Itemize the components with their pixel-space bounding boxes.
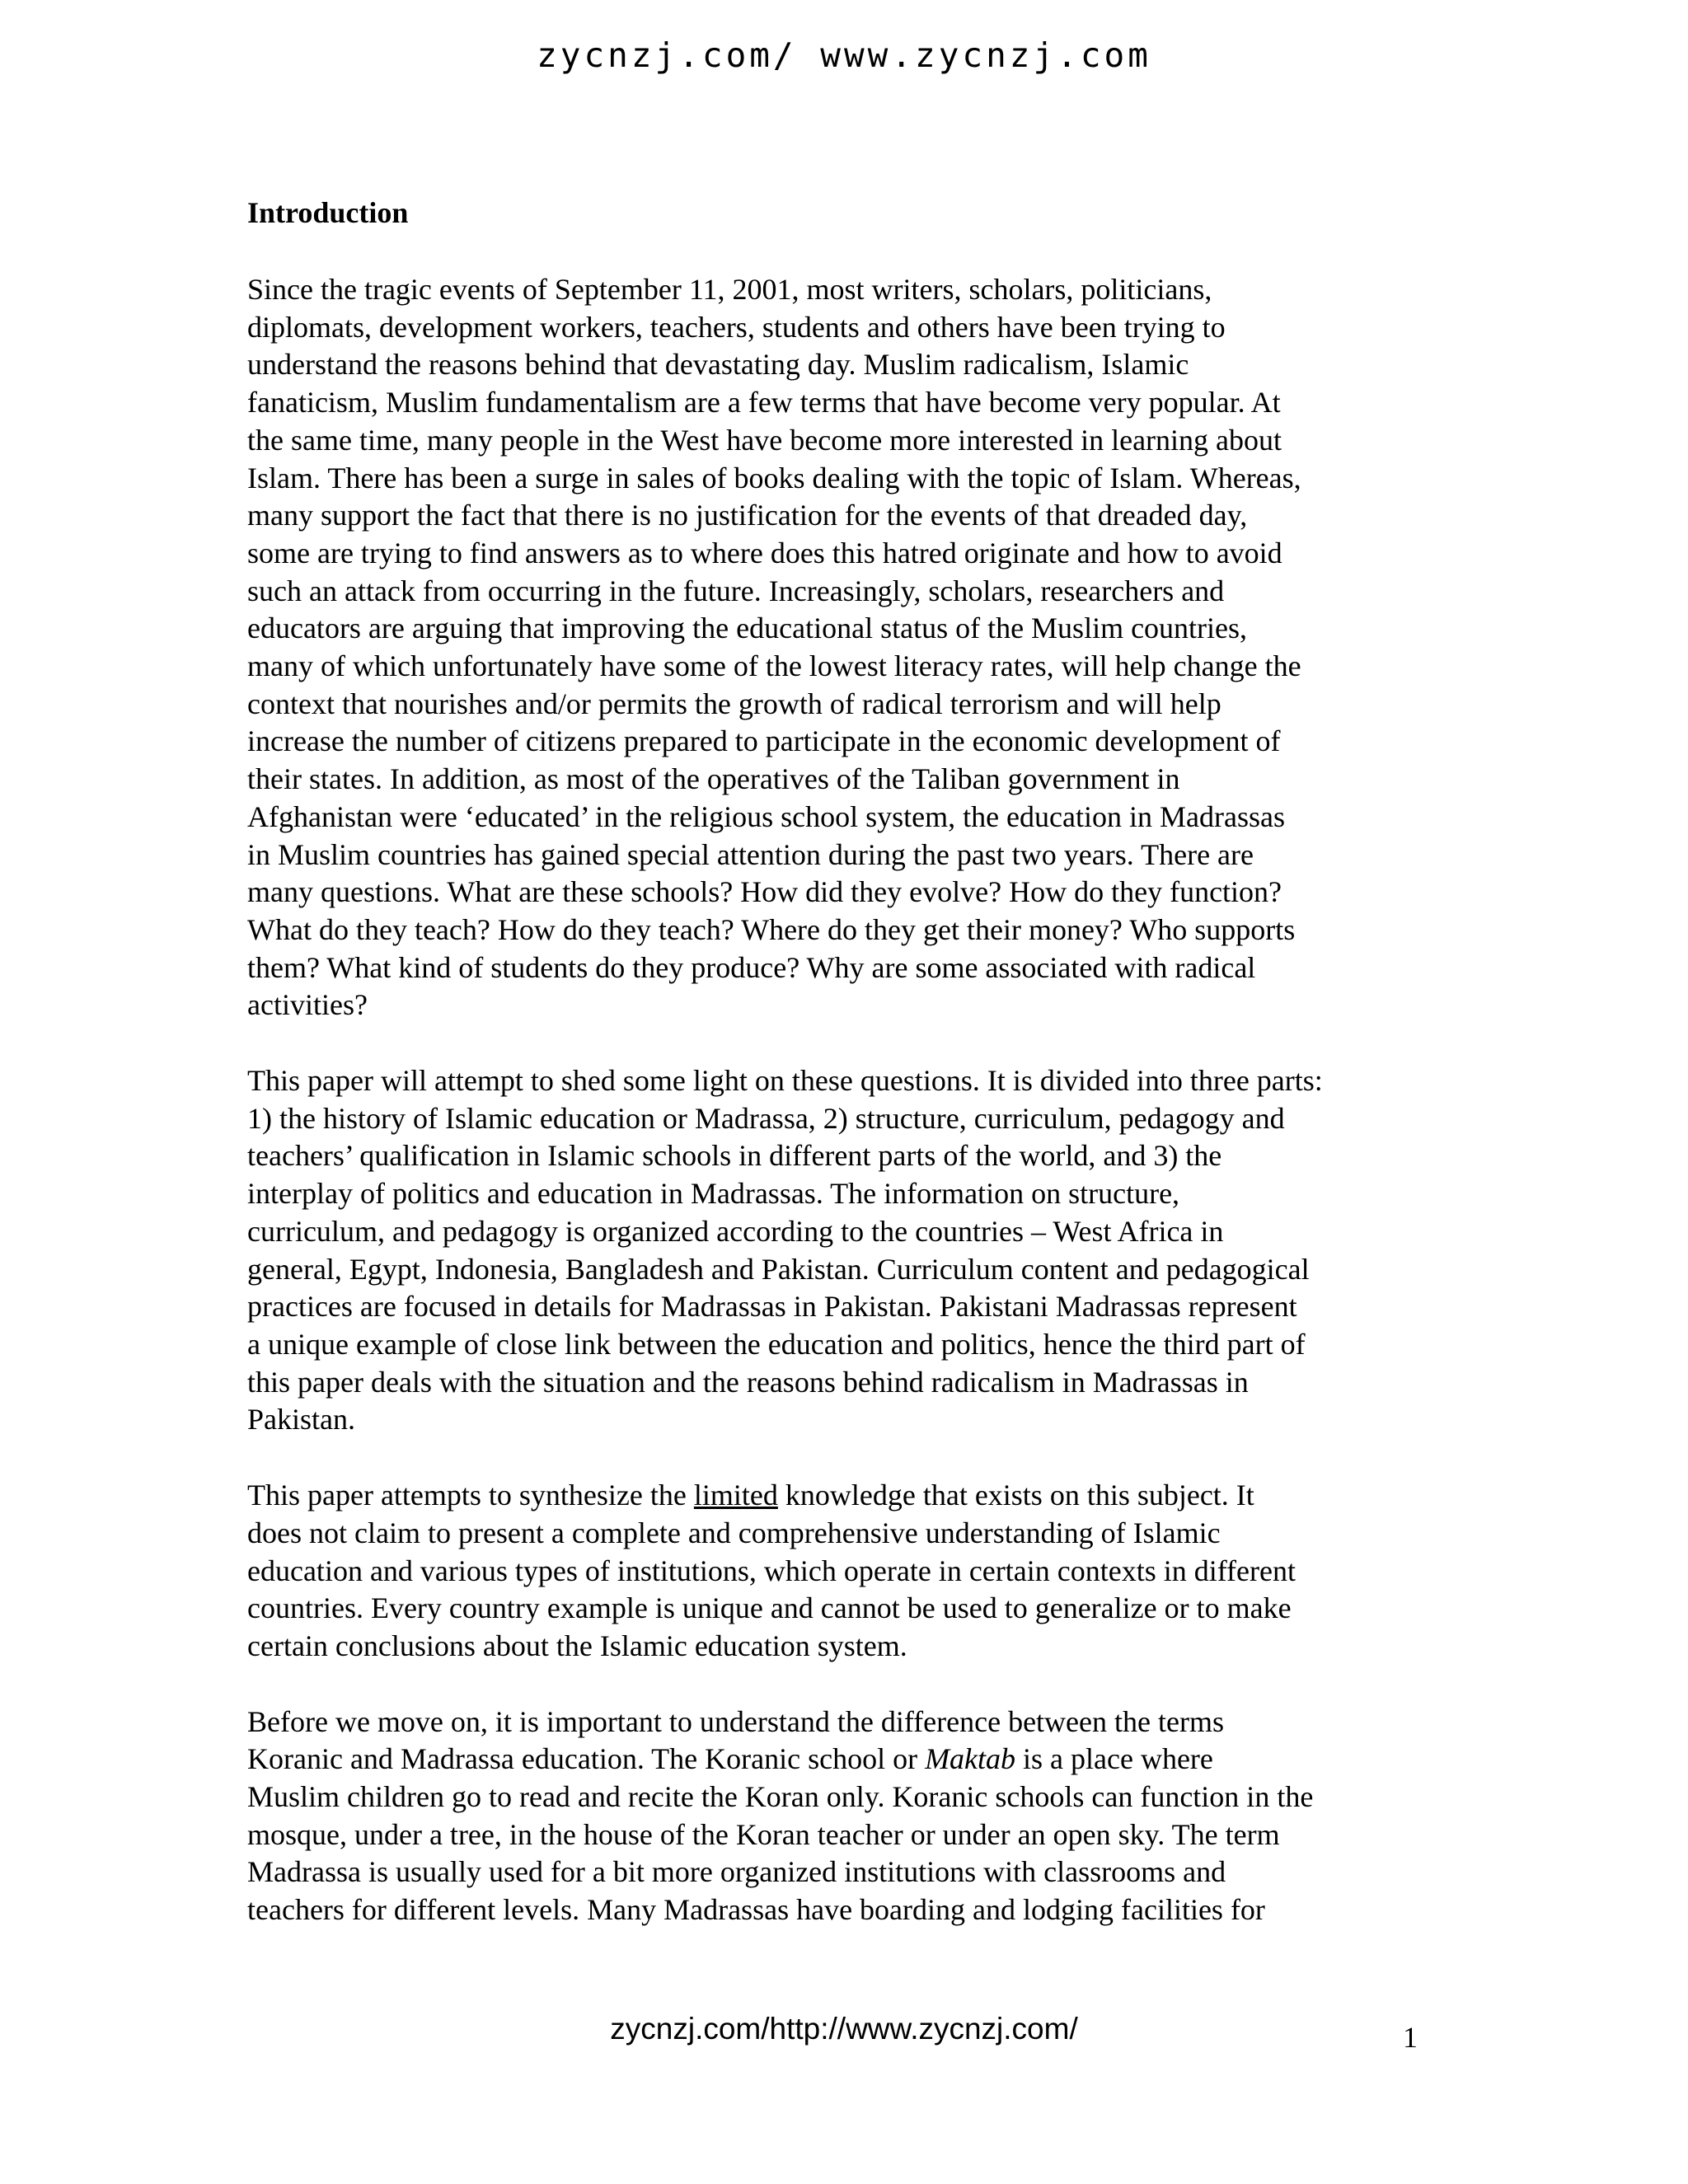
text-line: Pakistan. <box>247 1403 355 1436</box>
paragraph-3 <box>247 1477 1451 1666</box>
text-line: understand the reasons behind that devastating day. Muslim radicalism, Islamic <box>247 348 1189 382</box>
section-heading: Introduction <box>247 196 409 229</box>
italic-term: Maktab <box>925 1742 1016 1776</box>
document-body <box>247 194 1451 1967</box>
text-line: some are trying to find answers as to where does this hatred originate and how to avoid <box>247 536 1282 569</box>
text-line: Madrassa is usually used for a bit more organized institutions with classrooms and <box>247 1855 1226 1889</box>
text-line: teachers’ qualification in Islamic schools in different parts of the world, and 3) the <box>247 1139 1222 1173</box>
page-header-watermark: zycnzj.com/ www.zycnzj.com <box>537 35 1151 75</box>
text-line: certain conclusions about the Islamic education system. <box>247 1629 907 1662</box>
text-line: many support the fact that there is no justification for the events of that dreaded day, <box>247 499 1248 532</box>
text-segment: is a place where <box>1015 1742 1213 1776</box>
text-line: such an attack from occurring in the future. Increasingly, scholars, researchers and <box>247 574 1225 607</box>
text-line: activities? <box>247 988 368 1022</box>
text-line: general, Egypt, Indonesia, Bangladesh and Pakistan. Curriculum content and pedagogical <box>247 1252 1310 1286</box>
page-number: 1 <box>1403 2021 1418 2054</box>
underlined-word: limited <box>693 1479 778 1512</box>
text-line: increase the number of citizens prepared to participate in the economic development of <box>247 724 1281 758</box>
text-line: 1) the history of Islamic education or Madrassa, 2) structure, curriculum, pedagogy and <box>247 1101 1285 1135</box>
text-line: in Muslim countries has gained special attention during the past two years. There are <box>247 837 1254 871</box>
text-line: context that nourishes and/or permits the growth of radical terrorism and will help <box>247 687 1221 720</box>
text-segment: knowledge that exists on this subject. It <box>777 1479 1254 1512</box>
text-segment: Koranic and Madrassa education. The Koranic school or <box>247 1742 926 1776</box>
page-footer-watermark: zycnzj.com/http://www.zycnzj.com/ <box>610 2012 1078 2046</box>
text-line: Islam. There has been a surge in sales of books dealing with the topic of Islam. Whereas, <box>247 461 1301 494</box>
text-line: teachers for different levels. Many Madrassas have boarding and lodging facilities for <box>247 1893 1265 1927</box>
text-line: the same time, many people in the West have become more interested in learning about <box>247 423 1282 457</box>
text-line: fanaticism, Muslim fundamentalism are a few terms that have become very popular. At <box>247 386 1281 419</box>
text-line <box>247 1741 1451 1779</box>
text-line: curriculum, and pedagogy is organized according to the countries – West Africa in <box>247 1214 1224 1248</box>
text-line: educators are arguing that improving the educational status of the Muslim countries, <box>247 612 1248 645</box>
paragraph-4 <box>247 1704 1451 1929</box>
text-line: Afghanistan were ‘educated’ in the religious school system, the education in Madrassas <box>247 799 1285 833</box>
text-line: a unique example of close link between the education and politics, hence the third part of <box>247 1327 1306 1361</box>
text-line: many questions. What are these schools? How did they evolve? How do they function? <box>247 875 1282 909</box>
text-line: practices are focused in details for Madrassas in Pakistan. Pakistani Madrassas represent <box>247 1290 1297 1324</box>
text-line: education and various types of institutions, which operate in certain contexts in different <box>247 1554 1296 1587</box>
text-line: diplomats, development workers, teachers, students and others have been trying to <box>247 310 1226 344</box>
text-line: Muslim children go to read and recite the Koran only. Koranic schools can function in the <box>247 1780 1314 1814</box>
paragraph-1 <box>247 271 1451 1024</box>
text-line: this paper deals with the situation and the reasons behind radicalism in Madrassas in <box>247 1365 1249 1399</box>
text-segment: This paper attempts to synthesize the <box>247 1479 694 1512</box>
text-line: many of which unfortunately have some of the lowest literacy rates, will help change the <box>247 649 1301 683</box>
text-line: their states. In addition, as most of the operatives of the Taliban government in <box>247 762 1180 796</box>
text-line <box>247 1477 1451 1515</box>
text-line: them? What kind of students do they produce? Why are some associated with radical <box>247 950 1256 984</box>
text-line: countries. Every country example is unique and cannot be used to generalize or to make <box>247 1591 1292 1625</box>
text-line: interplay of politics and education in Madrassas. The information on structure, <box>247 1177 1180 1211</box>
text-line: does not claim to present a complete and comprehensive understanding of Islamic <box>247 1516 1221 1549</box>
text-line: mosque, under a tree, in the house of the Koran teacher or under an open sky. The term <box>247 1817 1280 1851</box>
text-line: Since the tragic events of September 11, 2001, most writers, scholars, politicians, <box>247 273 1212 306</box>
paragraph-2 <box>247 1062 1451 1439</box>
text-line: Before we move on, it is important to understand the difference between the terms <box>247 1704 1224 1738</box>
text-line: This paper will attempt to shed some light on these questions. It is divided into three parts: <box>247 1064 1323 1098</box>
text-line: What do they teach? How do they teach? Where do they get their money? Who supports <box>247 912 1296 946</box>
